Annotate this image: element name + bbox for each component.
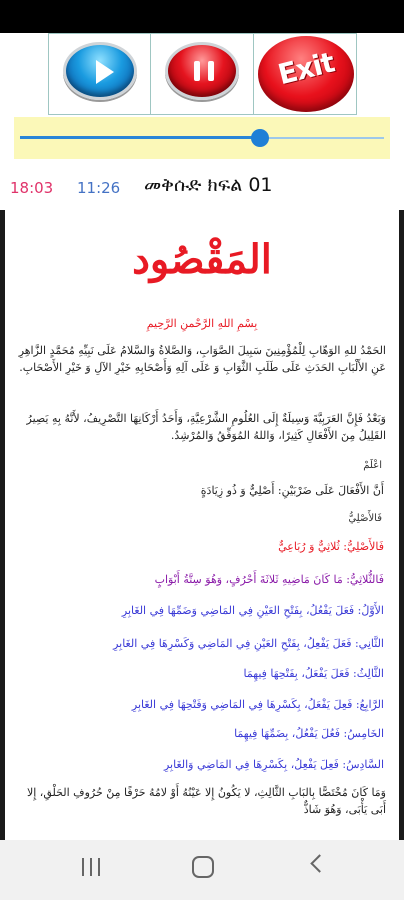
intro-paragraph: الحَمْدُ للهِ الوَهّابِ لِلْمُؤْمِنِينَ سَبِيلَ الصَّوَابِ، وَالصَّلاةُ وَالسَّلامُ عَلَى نَبِيِّهِ مُحَمَّدٍ الزَّاهِرِ عَنِ الأَلْبَابِ الحَدَثِ عَلَى طَلَبِ الثَّوَابِ وَ عَلَى آلِهِ وَأَصْحَابِهِ خَيْرِ الآلِ وَ خَيْرِ الأَصْحَابِ.	[18, 344, 386, 374]
back-icon[interactable]	[310, 854, 328, 872]
text-line-7: الرَّابِعُ: فَعِلَ يَفْعَلُ، بِكَسْرِهَا فِي المَاضِي وَفَتْحِهَا فِي الغَابِرِ	[131, 698, 384, 711]
seek-slider-panel	[14, 117, 390, 159]
home-icon[interactable]	[192, 856, 214, 878]
status-bar	[0, 0, 404, 33]
play-icon	[63, 42, 137, 100]
playback-info	[0, 170, 404, 204]
text-line-6: الثَّالِثُ: فَعَلَ يَفْعَلُ، بِفَتْحِهَا فِيهِمَا	[243, 667, 384, 680]
text-line-10: وَمَا كَانَ مُخْتَصًّا بِالبَابِ الثَّالِثِ، لا يَكُونُ إِلا عَيْنُهُ أَوْ لامُهُ حَرْفًا مِنْ حُرُوفِ الحَلْقِ، إِلا أَبَى يَأْبَى، وَهُوَ شَاذٌّ	[26, 786, 386, 816]
total-time: 11:26	[77, 179, 121, 197]
document-border-left	[0, 210, 5, 840]
document-page[interactable]	[0, 210, 404, 840]
text-line-2: فَالأَصْلِيُّ: ثُلاثِيٌّ وَ رُبَاعِيٌّ	[278, 540, 384, 553]
exit-icon	[258, 36, 354, 112]
text-line-4: الأَوَّلُ: فَعَلَ يَفْعُلُ، بِفَتْحِ العَيْنِ فِي المَاضِي وَضَمِّهَا فِي الغَابِرِ	[121, 604, 384, 617]
elapsed-time: 18:03	[10, 179, 54, 197]
second-paragraph: وَبَعْدُ فَإِنَّ العَرَبِيَّةَ وَسِيلَةٌ إِلَى العُلُومِ الشَّرْعِيَّةِ، وَأَحَدُ أَرْكَانِهَا التَّصْرِيفُ، لأَنَّهُ بِهِ يَصِيرُ القَلِيلُ مِنَ الأَفْعَالِ كَثِيرًا، وَاللهُ المُوَفِّقُ وَالمُرْشِدُ.	[26, 412, 386, 442]
exit-label: Exit	[274, 45, 338, 92]
seek-thumb[interactable]	[251, 129, 269, 147]
navigation-bar	[0, 840, 404, 900]
player-controls	[48, 33, 358, 115]
text-line-3: فَالثُّلاثِيُّ: مَا كَانَ مَاضِيهِ ثَلاثَةَ أَحْرُفٍ، وَهُوَ سِتَّةُ أَبْوَابٍ	[154, 573, 384, 586]
pause-button[interactable]	[151, 33, 254, 115]
seek-progress	[20, 136, 260, 139]
text-line-1: أَنَّ الأَفْعَالَ عَلَى ضَرْبَيْنِ: أَصْلِيٌّ وَ ذُو زِيَادَةٍ	[200, 484, 384, 497]
track-title: መቅሱድ ክፍል 01	[144, 174, 273, 196]
text-line-8: الخَامِسُ: فَعُلَ يَفْعُلُ، بِضَمِّهَا فِيهِمَا	[234, 727, 384, 740]
recents-icon[interactable]	[80, 858, 102, 876]
text-line-9: السَّادِسُ: فَعِلَ يَفْعِلُ، بِكَسْرِهَا فِي المَاضِي وَالغَابِرِ	[163, 758, 384, 771]
basmala: بِسْمِ اللهِ الرَّحْمنِ الرَّحِيمِ	[146, 317, 258, 330]
document-border-right	[399, 210, 404, 840]
section-label-2: فَالأَصْلِيُّ	[348, 513, 382, 524]
pause-icon	[165, 42, 239, 100]
section-label-1: اعْلَمْ	[363, 460, 382, 471]
exit-button[interactable]	[254, 33, 357, 115]
document-title: المَقْصُود	[132, 236, 272, 283]
play-button[interactable]	[48, 33, 151, 115]
text-line-5: الثَّانِي: فَعَلَ يَفْعِلُ، بِفَتْحِ العَيْنِ فِي المَاضِي وَكَسْرِهَا فِي الغَابِرِ	[113, 637, 384, 650]
